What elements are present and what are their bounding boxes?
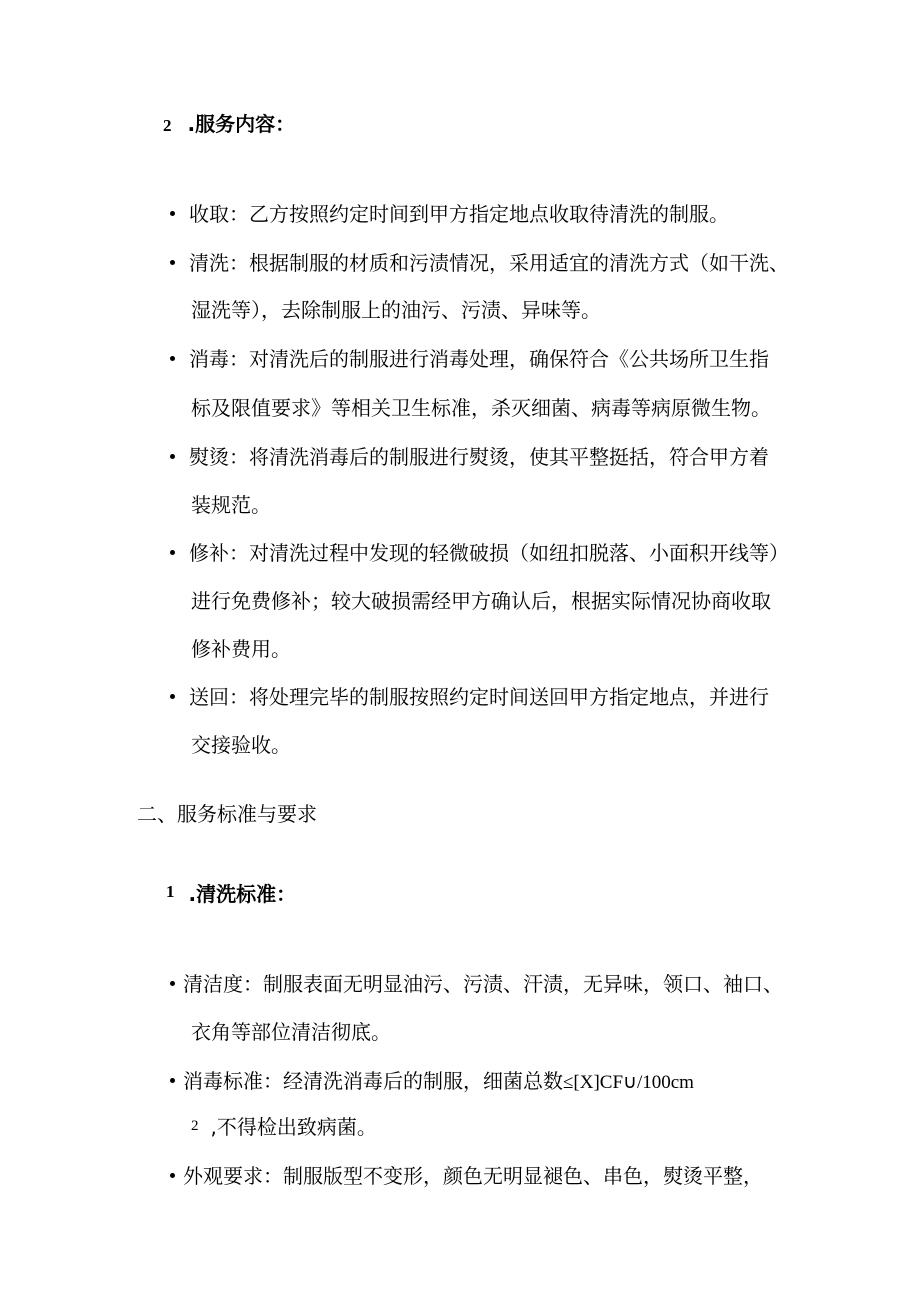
bullet-icon [170,211,175,216]
standard-disinfection [170,1067,694,1097]
standard-cleanliness [170,970,783,998]
item-text: 收取：乙方按照约定时间到甲方指定地点收取待清洗的制服。 [189,202,729,226]
section-2-heading [163,110,295,140]
standard-disinfection-cont [191,1113,377,1144]
service-item-disinfect [170,345,769,373]
standard-appearance [170,1162,763,1190]
service-item-collect [170,200,729,228]
service-item-iron [170,443,769,471]
item-text: 交接验收。 [191,733,291,757]
item-text: 消毒标准：经清洗消毒后的制服，细菌总数 [183,1069,563,1093]
item-text: 衣角等部位清洁彻底。 [191,1020,391,1044]
bullet-icon [170,981,175,986]
service-item-repair [170,539,789,567]
standard-cleanliness-cont [191,1018,391,1046]
service-item-wash-cont [191,296,601,324]
item-text: 标及限值要求》等相关卫生标准，杀灭细菌、病毒等病原微生物。 [191,396,771,420]
section-number: 1 [166,882,175,901]
bullet-icon [170,356,175,361]
section-number: 2 [163,116,172,135]
item-text: 装规范。 [191,493,271,517]
service-item-return-cont [191,731,291,759]
bullet-icon [170,454,175,459]
section-title: .清洗标准： [188,882,297,906]
bullet-icon [170,1173,175,1178]
chapter-2-heading: 二、服务标准与要求 [137,802,317,826]
service-item-iron-cont [191,491,271,519]
bacteria-limit-formula: ≤[X]CF∪/100cm [563,1072,694,1093]
item-text: 进行免费修补；较大破损需经甲方确认后，根据实际情况协商收取 [191,589,771,613]
item-text: 修补：对清洗过程中发现的轻微破损（如纽扣脱落、小面积开线等） [189,541,789,565]
item-text: ,不得检出致病菌。 [210,1115,377,1139]
unit-superscript: 2 [191,1118,199,1134]
item-text: 湿洗等），去除制服上的油污、污渍、异味等。 [191,298,601,322]
item-text: 清洗：根据制服的材质和污渍情况，采用适宜的清洗方式（如干洗、 [189,251,789,275]
item-text: 送回：将处理完毕的制服按照约定时间送回甲方指定地点，并进行 [189,685,769,709]
bullet-icon [170,260,175,265]
service-item-wash [170,249,789,277]
section-1-heading [166,880,296,910]
bullet-icon [170,1078,175,1083]
service-item-disinfect-cont [191,394,771,422]
item-text: 熨烫：将清洗消毒后的制服进行熨烫，使其平整挺括，符合甲方着 [189,445,769,469]
bullet-icon [170,550,175,555]
item-text: 消毒：对清洗后的制服进行消毒处理，确保符合《公共场所卫生指 [189,347,769,371]
service-item-repair-cont2 [191,635,291,663]
item-text: 外观要求：制服版型不变形，颜色无明显褪色、串色，熨烫平整， [183,1164,763,1188]
service-item-return [170,683,769,711]
section-title: .服务内容： [187,112,296,136]
item-text: 清洁度：制服表面无明显油污、污渍、汗渍，无异味，领口、袖口、 [183,972,783,996]
bullet-icon [170,694,175,699]
item-text: 修补费用。 [191,637,291,661]
service-item-repair-cont [191,587,771,615]
